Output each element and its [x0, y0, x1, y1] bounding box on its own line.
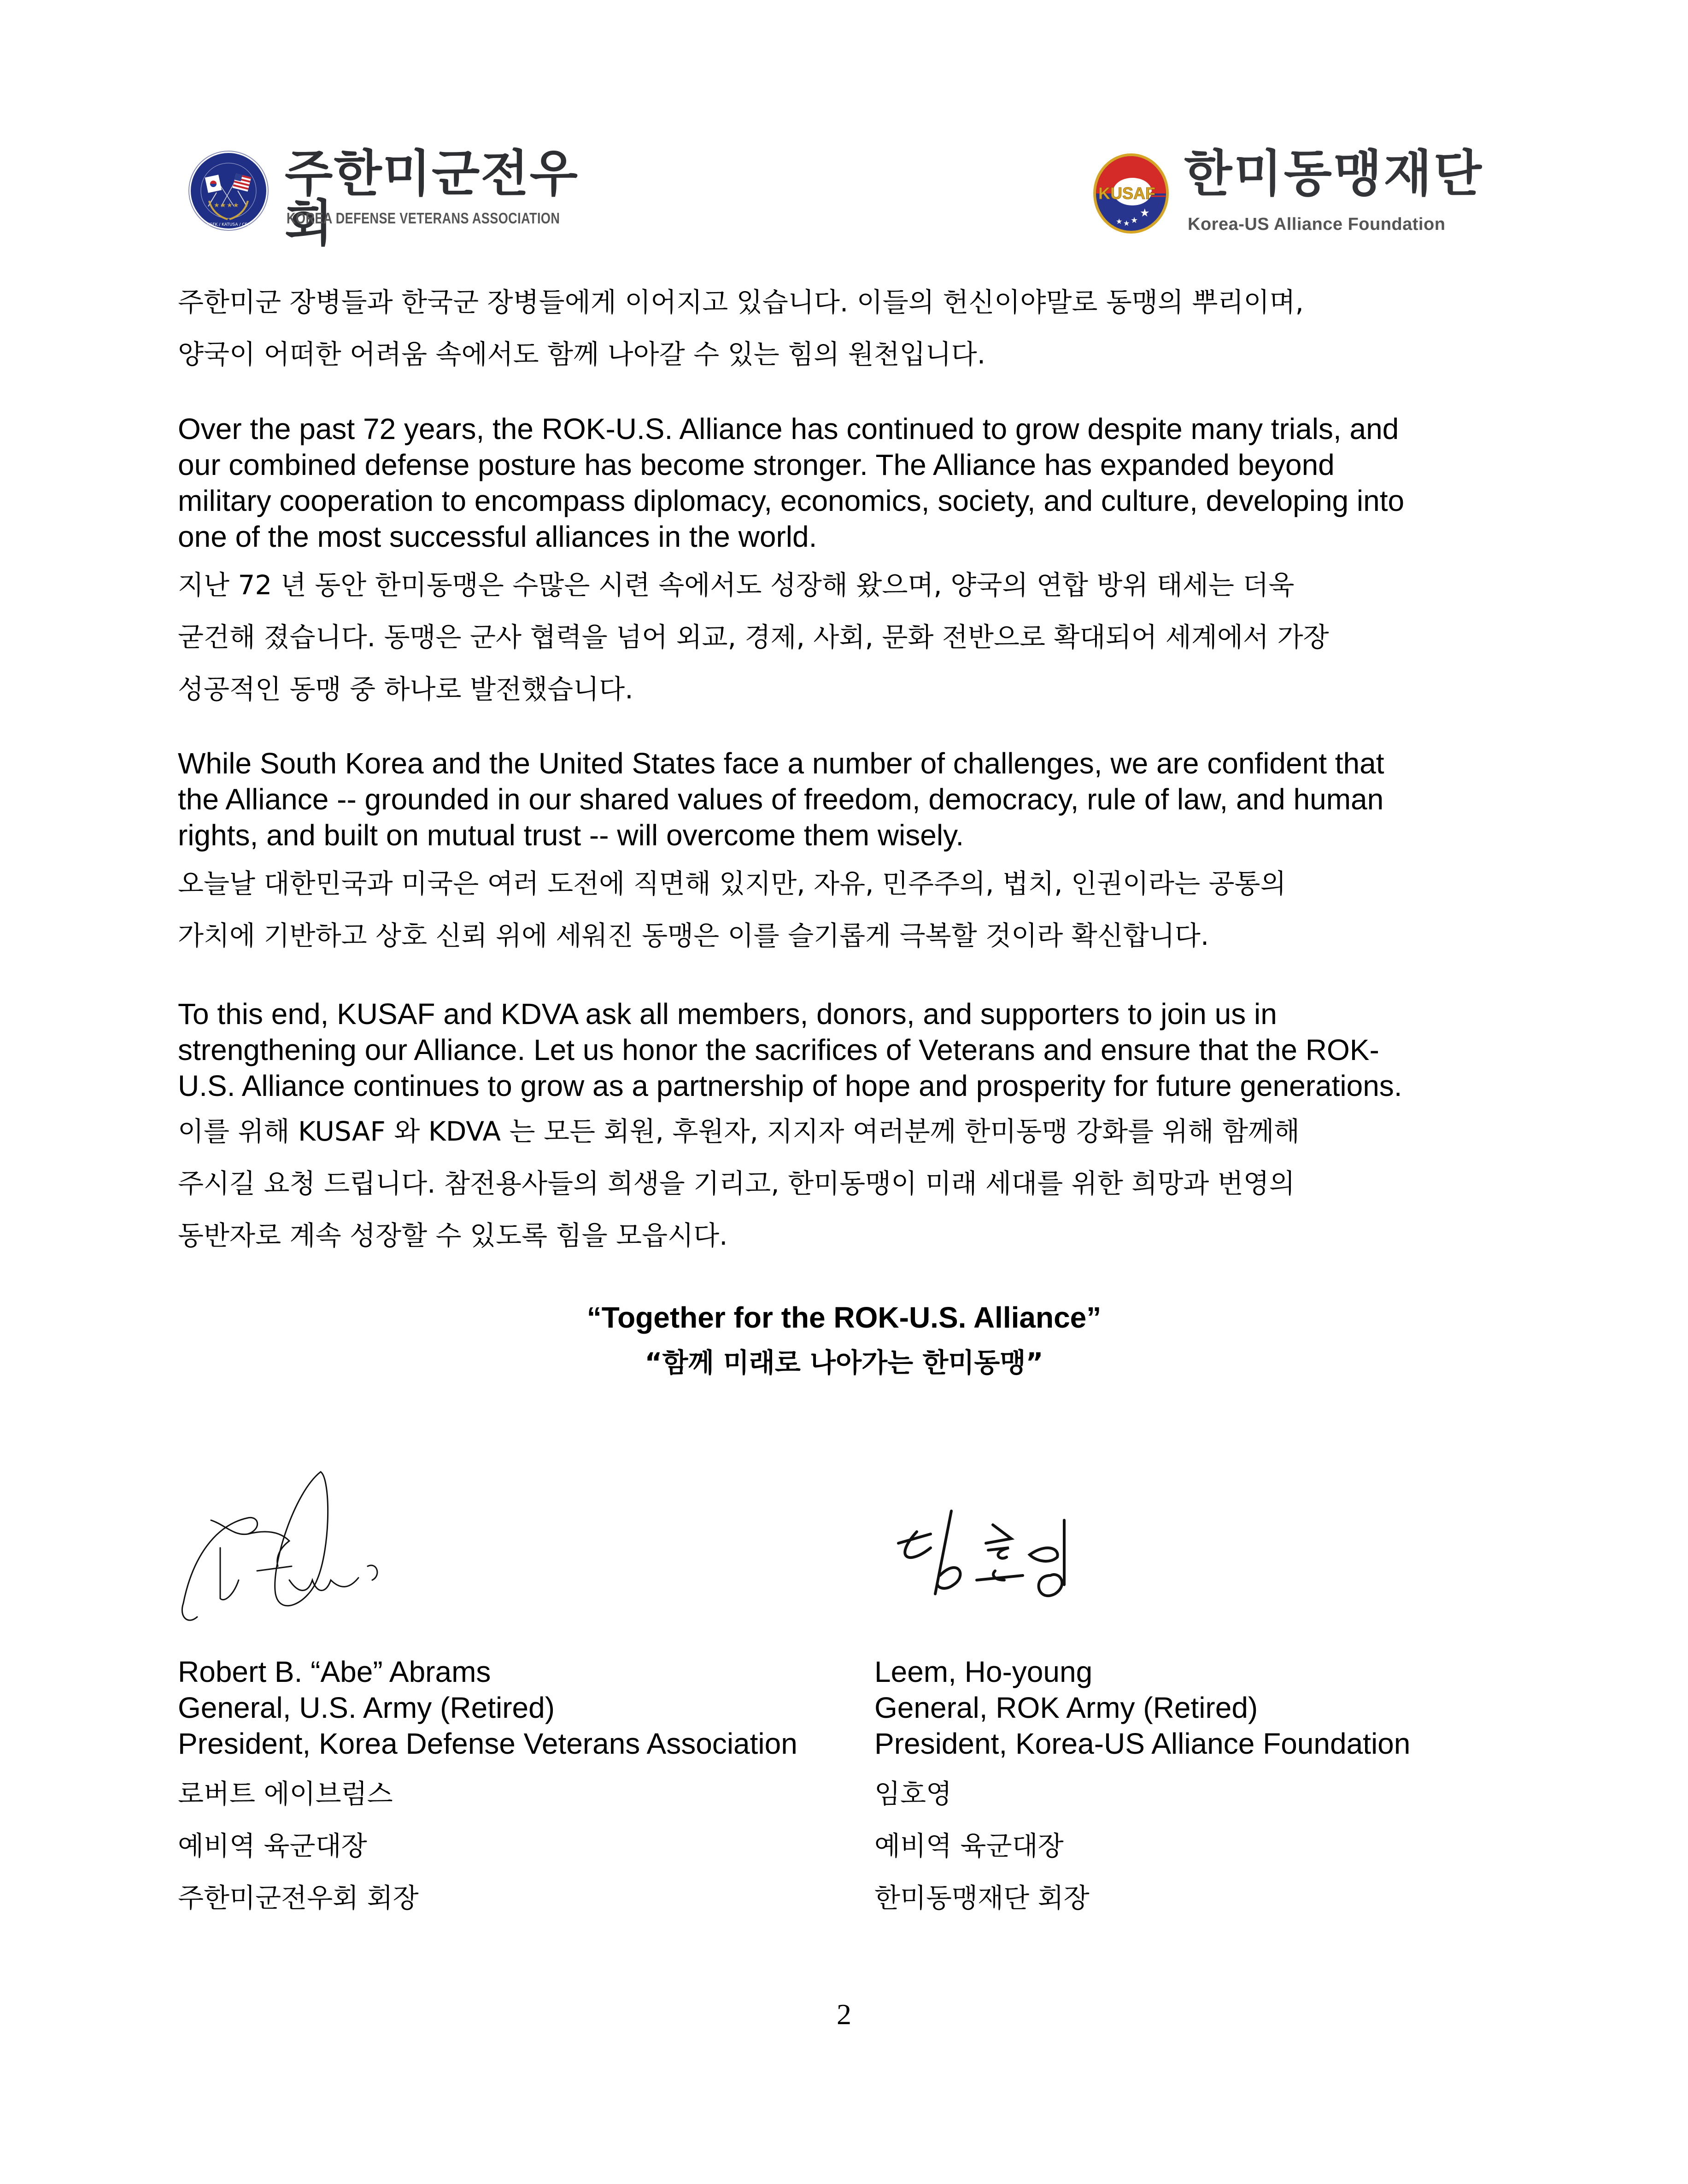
signer-name: Robert B. “Abe” Abrams	[178, 1655, 491, 1688]
signature-leem-icon	[889, 1506, 1087, 1598]
text-line: 지난 72 년 동안 한미동맹은 수많은 시련 속에서도 성장해 왔으며, 양국의 연합 방위 태세는 더욱	[178, 569, 1295, 601]
paragraph-en-3	[178, 996, 1514, 1104]
kdva-seal-icon	[188, 150, 269, 231]
paragraph-ko-2	[178, 559, 1514, 715]
svg-text:★: ★	[1140, 206, 1150, 219]
motto-korean: “함께 미래로 나아가는 한미동맹”	[645, 1347, 1043, 1378]
signer-rank: General, U.S. Army (Retired)	[178, 1691, 555, 1724]
text-line: 오늘날 대한민국과 미국은 여러 도전에 직면해 있지만, 자유, 민주주의, 법치, 인권이라는 공통의	[178, 868, 1286, 899]
signer-name-korean: 로버트 에이브럼스	[178, 1778, 393, 1809]
signer-leem	[874, 1654, 1410, 1924]
text-line: strengthening our Alliance. Let us honor the sacrifices of Veterans and ensure that the ROK-	[178, 1033, 1379, 1066]
text-line: 주시길 요청 드립니다. 참전용사들의 희생을 기리고, 한미동맹이 미래 세대를 위한 희망과 번영의	[178, 1168, 1295, 1199]
text-line: military cooperation to encompass diplomacy, economics, society, and culture, developing into	[178, 484, 1405, 517]
signer-abrams	[178, 1654, 797, 1924]
kusaf-english-name: Korea-US Alliance Foundation	[1188, 215, 1446, 234]
signer-title: President, Korea Defense Veterans Association	[178, 1727, 797, 1760]
signer-name: Leem, Ho-young	[874, 1655, 1093, 1688]
text-line: the Alliance -- grounded in our shared values of freedom, democracy, rule of law, and human	[178, 783, 1384, 816]
text-line: 주한미군 장병들과 한국군 장병들에게 이어지고 있습니다. 이들의 헌신이야말로 동맹의 뿌리이며,	[178, 287, 1304, 318]
svg-text:★: ★	[214, 202, 220, 209]
signer-title: President, Korea-US Alliance Foundation	[874, 1727, 1411, 1760]
paragraph-ko-4	[178, 1106, 1514, 1262]
kdva-english-name: KOREA DEFENSE VETERANS ASSOCIATION	[287, 210, 560, 227]
paragraph-en-1	[178, 411, 1514, 555]
kdva-korean-name: 주한미군전우회	[285, 145, 579, 252]
text-line: 이를 위해 KUSAF 와 KDVA 는 모든 회원, 후원자, 지지자 여러분께 한미동맹 강화를 위해 함께해	[178, 1116, 1300, 1147]
svg-text:★: ★	[1116, 217, 1123, 226]
svg-text:★: ★	[233, 202, 239, 209]
svg-text:USFK / KATUSA / CFC: USFK / KATUSA / CFC	[207, 222, 250, 227]
kusaf-seal-text: KUSAF	[1098, 184, 1155, 203]
text-line: 성공적인 동맹 중 하나로 발전했습니다.	[178, 673, 633, 705]
text-line: one of the most successful alliances in the world.	[178, 520, 817, 553]
svg-text:★: ★	[1131, 216, 1138, 225]
text-line: Over the past 72 years, the ROK-U.S. Alliance has continued to grow despite many trials, and	[178, 412, 1399, 445]
paragraph-ko-3	[178, 858, 1514, 962]
signature-abrams-icon	[174, 1442, 469, 1626]
motto-english: “Together for the ROK-U.S. Alliance”	[586, 1301, 1102, 1334]
kdva-logo	[188, 145, 593, 252]
signer-rank-korean: 예비역 육군대장	[178, 1830, 367, 1862]
signer-title-korean: 주한미군전우회 회장	[178, 1882, 419, 1914]
signer-rank: General, ROK Army (Retired)	[874, 1691, 1258, 1724]
text-line: 동반자로 계속 성장할 수 있도록 힘을 모읍시다.	[178, 1220, 728, 1251]
paragraph-en-2	[178, 745, 1514, 853]
kusaf-seal-icon	[1092, 152, 1170, 235]
signer-rank-korean: 예비역 육군대장	[874, 1830, 1064, 1862]
text-line: our combined defense posture has become stronger. The Alliance has expanded beyond	[178, 448, 1335, 481]
svg-text:★: ★	[220, 202, 226, 209]
text-line: 양국이 어떠한 어려움 속에서도 함께 나아갈 수 있는 힘의 원천입니다.	[178, 339, 986, 370]
svg-text:★: ★	[227, 202, 233, 209]
text-line: 가치에 기반하고 상호 신뢰 위에 세워진 동맹은 이를 슬기롭게 극복할 것이라 확신합니다.	[178, 920, 1209, 951]
svg-text:★: ★	[1123, 219, 1130, 228]
paragraph-ko-1	[178, 276, 1514, 381]
page-number: 2	[837, 1998, 851, 2031]
text-line: While South Korea and the United States face a number of challenges, we are confident that	[178, 747, 1384, 780]
kusaf-logo	[1092, 146, 1506, 239]
signer-name-korean: 임호영	[874, 1778, 952, 1809]
text-line: To this end, KUSAF and KDVA ask all members, donors, and supporters to join us in	[178, 997, 1277, 1031]
text-line: U.S. Alliance continues to grow as a partnership of hope and prosperity for future generations.	[178, 1069, 1402, 1102]
text-line: 굳건해 졌습니다. 동맹은 군사 협력을 넘어 외교, 경제, 사회, 문화 전반으로 확대되어 세계에서 가장	[178, 621, 1329, 653]
signer-title-korean: 한미동맹재단 회장	[874, 1882, 1090, 1914]
text-line: rights, and built on mutual trust -- will overcome them wisely.	[178, 819, 964, 852]
kusaf-korean-name: 한미동맹재단	[1184, 145, 1483, 203]
